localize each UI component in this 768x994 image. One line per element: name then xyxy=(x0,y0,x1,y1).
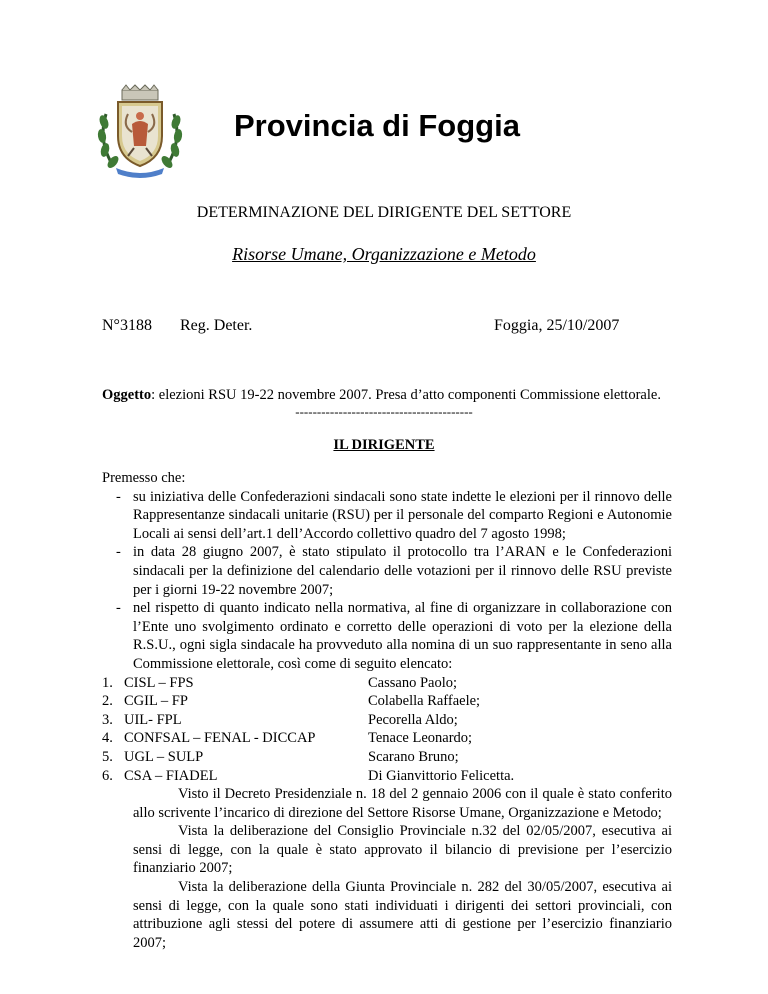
bullet-item: - su iniziativa delle Confederazioni sindacali sono state indette le elezioni per il rinnovo delle Rappresentanze sindacali unitarie (RSU) per il personale del comparto Regioni e Autonomie Locali ai sensi dell’art.1 dell’Accordo collettivo quadro del 7 agosto 1998; xyxy=(116,488,672,542)
member-row: 2. CGIL – FP Colabella Raffaele; xyxy=(102,693,481,710)
paragraph: Vista la deliberazione del Consiglio Provinciale n.32 del 02/05/2007, esecutiva ai sensi di legge, con la quale è stato approvato il bilancio di previsione per l’esercizio finanziario 2007; xyxy=(133,823,672,877)
page-title: Provincia di Foggia xyxy=(234,108,520,143)
subject-text: : elezioni RSU 19-22 novembre 2007. Presa d’atto componenti Commissione elettorale. xyxy=(151,387,661,403)
document-number: N°3188 xyxy=(102,317,152,334)
paragraph: Visto il Decreto Presidenziale n. 18 del 2 gennaio 2006 con il quale è stato conferito allo scrivente l’incarico di direzione del Settore Risorse Umane, Organizzazione e Metodo; xyxy=(133,786,672,821)
bullet-item: - nel rispetto di quanto indicato nella normativa, al fine di organizzare in collaborazione con l’Ente uno svolgimento ordinato e corretto delle operazioni di voto per la elezione della R.S.U., ogni sigla sindacale ha provveduto alla nomina di un suo rappresentante in seno alla Commissione elettorale, così come di seguito elencato: xyxy=(116,600,672,672)
member-row: 5. UGL – SULP Scarano Bruno; xyxy=(102,748,459,765)
member-row: 6. CSA – FIADEL Di Gianvittorio Felicetta. xyxy=(102,767,515,784)
member-row: 3. UIL- FPL Pecorella Aldo; xyxy=(102,711,458,728)
subject-line xyxy=(102,387,661,404)
member-row: 1. CISL – FPS Cassano Paolo; xyxy=(102,674,458,691)
section-title: IL DIRIGENTE xyxy=(333,437,435,453)
bullet-item: - in data 28 giugno 2007, è stato stipulato il protocollo tra l’ARAN e le Confederazioni sindacali per la definizione del calendario delle votazioni per il rinnovo delle RSU previste per i giorni 19-22 novembre 2007; xyxy=(116,544,672,598)
sector-name: Risorse Umane, Organizzazione e Metodo xyxy=(232,244,536,264)
document-body xyxy=(102,469,672,952)
document-heading: DETERMINAZIONE DEL DIRIGENTE DEL SETTORE xyxy=(196,204,572,221)
member-row: 4. CONFSAL – FENAL - DICCAP Tenace Leonardo; xyxy=(102,730,473,747)
subject-label: Oggetto xyxy=(102,387,152,403)
paragraph: Vista la deliberazione della Giunta Provinciale n. 282 del 30/05/2007, esecutiva ai sensi di legge, con la quale sono stati individuati i dirigenti dei settori provinciali, con attribuzione agli stessi del potere di assumere atti di gestione per l’esercizio finanziario 2007; xyxy=(133,879,672,951)
place-date: Foggia, 25/10/2007 xyxy=(494,317,620,334)
separator-line: ----------------------------------------- xyxy=(295,404,473,419)
premesso-label: Premesso che: xyxy=(102,470,186,486)
registry-label: Reg. Deter. xyxy=(180,317,253,334)
province-crest-logo xyxy=(92,84,188,180)
